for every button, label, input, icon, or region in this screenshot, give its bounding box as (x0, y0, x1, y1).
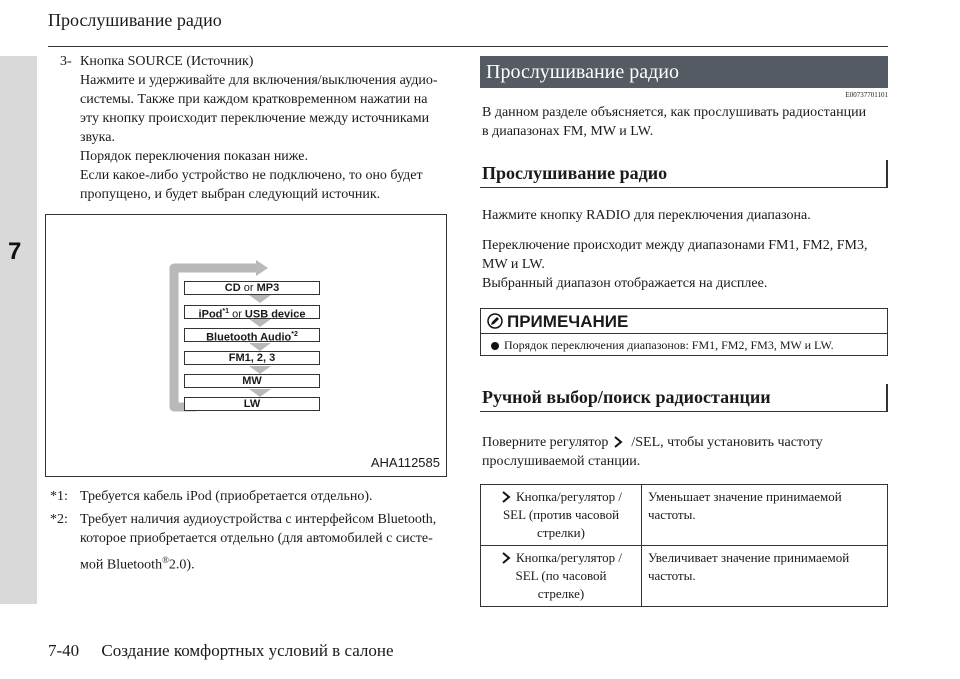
chip-bluetooth (184, 328, 320, 342)
action-line: Уменьшает значение принимаемой (648, 489, 842, 504)
bullet-icon (491, 342, 499, 350)
footnote-part: мой Bluetooth (80, 557, 163, 573)
control-line (487, 549, 635, 567)
chip-text: USB device (244, 308, 306, 321)
table-row (481, 546, 888, 607)
chip-sup: *2 (291, 331, 298, 338)
note-box (480, 308, 888, 356)
paragraph-band-switch (482, 236, 888, 293)
registered-mark: ® (162, 555, 169, 565)
section-title: Прослушивание радио (480, 56, 888, 88)
control-line: SEL (по часовой (515, 568, 607, 583)
intro-paragraph (482, 103, 888, 141)
chip-cd-mp3 (184, 281, 320, 295)
table-cell-control (481, 485, 642, 546)
table-cell-action (642, 546, 888, 607)
chapter-number: 7 (8, 238, 22, 265)
item-number: 3- (60, 54, 72, 69)
item-line: пропущено, и будет выбран следующий источник. (80, 187, 381, 202)
note-item (491, 338, 834, 353)
footnote-text (80, 510, 450, 575)
control-line: стрелки) (537, 525, 585, 540)
item-title: Кнопка SOURCE (Источник) (80, 54, 254, 69)
band-line: Выбранный диапазон отображается на дисплее. (482, 276, 768, 291)
chapter-side-tab (0, 56, 37, 604)
chip-text: MP3 (256, 282, 280, 294)
note-heading (481, 309, 887, 334)
page-number: 7-40 (48, 641, 80, 660)
action-line: частоты. (648, 507, 696, 522)
footnote-1 (50, 487, 450, 507)
section-code: E00737701101 (845, 91, 888, 99)
chip-or: or (243, 282, 254, 294)
item-line: звука. (80, 130, 115, 145)
item-description (80, 71, 448, 204)
item-line: Порядок переключения показан ниже. (80, 149, 309, 164)
figure-code: AHA112585 (370, 455, 440, 470)
tuning-line (482, 433, 888, 452)
chip-mw: MW (184, 374, 320, 388)
footer-section: Создание комфортных условий в салоне (101, 641, 394, 660)
chip-text: Bluetooth Audio (206, 331, 292, 344)
action-line: частоты. (648, 568, 696, 583)
tuning-text: /SEL, чтобы установить частоту (631, 435, 823, 450)
footnote-line: которое приобретается отдельно (для автомобилей с систе- (80, 531, 433, 546)
control-text: Кнопка/регулятор / (516, 489, 622, 504)
footnote-mark: *2: (50, 512, 68, 527)
subheading-listening: Прослушивание радио (480, 160, 888, 188)
intro-line: в диапазонах FM, MW и LW. (482, 124, 654, 139)
footnote-line (80, 551, 450, 575)
cycle-arrow-icon (46, 215, 446, 476)
chip-sup: *1 (222, 308, 230, 315)
paragraph-radio-button: Нажмите кнопку RADIO для переключения диапазона. (482, 208, 811, 223)
tune-knob-icon (612, 436, 624, 448)
page-header-title: Прослушивание радио (48, 10, 222, 30)
paragraph-tuning (482, 433, 888, 471)
pencil-icon (487, 313, 503, 329)
chip-text: CD (224, 282, 241, 294)
item-line: системы. Также при каждом кратковременном нажатии на (80, 92, 428, 107)
note-item-text: Порядок переключения диапазонов: FM1, FM2, FM3, MW и LW. (504, 338, 834, 352)
item-line: Если какое-либо устройство не подключено, то оно будет (80, 168, 423, 183)
control-text: Кнопка/регулятор / (516, 550, 622, 565)
control-line (487, 488, 635, 506)
chip-or: or (232, 308, 242, 321)
footnote-mark: *1: (50, 489, 68, 504)
band-line: Переключение происходит между диапазонами FM1, FM2, FM3, (482, 238, 868, 253)
tune-knob-icon (500, 552, 512, 564)
table-cell-action (642, 485, 888, 546)
footnote-text: Требуется кабель iPod (приобретается отдельно). (80, 489, 373, 504)
tune-knob-icon (500, 491, 512, 503)
table-cell-control (481, 546, 642, 607)
intro-line: В данном разделе объясняется, как прослушивать радиостанции (482, 105, 867, 120)
note-heading-text: ПРИМЕЧАНИЕ (507, 312, 629, 331)
table-row (481, 485, 888, 546)
page-footer (48, 641, 394, 661)
footnote-2 (50, 510, 450, 572)
tuning-table (480, 484, 888, 607)
item-line: Нажмите и удерживайте для включения/выключения аудио- (80, 73, 438, 88)
item-line: эту кнопку происходит переключение между источниками (80, 111, 430, 126)
header-divider (48, 46, 888, 47)
control-line: SEL (против часовой (502, 507, 620, 522)
tuning-line: прослушиваемой станции. (482, 454, 641, 469)
chip-ipod-usb (184, 305, 320, 319)
footnote-part: 2.0). (168, 557, 195, 573)
action-line: Увеличивает значение принимаемой (648, 550, 850, 565)
tuning-text: Поверните регулятор (482, 435, 609, 450)
chip-text: iPod (198, 308, 223, 321)
chip-fm: FM1, 2, 3 (184, 351, 320, 365)
band-line: MW и LW. (482, 257, 545, 272)
footnote-line: Требует наличия аудиоустройства с интерфейсом Bluetooth, (80, 512, 437, 527)
chip-lw: LW (184, 397, 320, 411)
source-order-figure (45, 214, 447, 477)
control-line: стрелке) (537, 586, 585, 601)
subheading-manual-tuning: Ручной выбор/поиск радиостанции (480, 384, 888, 412)
